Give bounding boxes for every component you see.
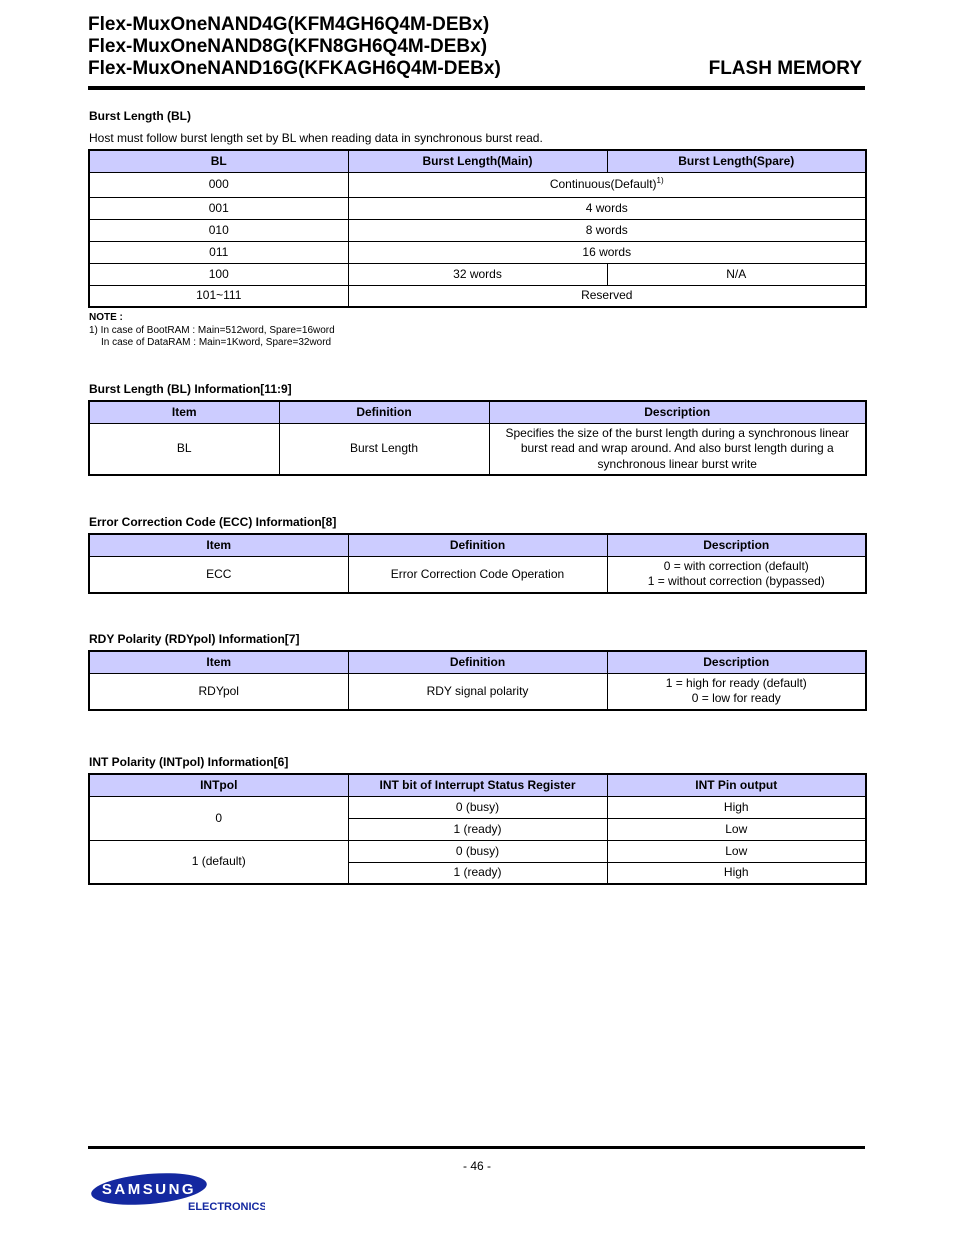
- column-header: Item: [89, 651, 348, 673]
- header-title-line-2: Flex-MuxOneNAND8G(KFN8GH6Q4M-DEBx): [88, 36, 488, 57]
- section-heading-burst-length: Burst Length (BL): [89, 109, 191, 123]
- bl-info-table: [88, 400, 867, 476]
- bl-cell: 000: [89, 172, 348, 197]
- column-header: Burst Length(Main): [348, 150, 607, 172]
- intpol-cell: 1 (default): [89, 840, 348, 884]
- section-heading-rdy-info: RDY Polarity (RDYpol) Information[7]: [89, 632, 300, 646]
- table-row: [89, 840, 866, 862]
- description-line: 1 = without correction (bypassed): [647, 574, 825, 589]
- column-header: Description: [607, 534, 866, 556]
- section-heading-int-info: INT Polarity (INTpol) Information[6]: [89, 755, 289, 769]
- int-pin-cell: High: [607, 796, 866, 818]
- burst-length-cell: 8 words: [348, 219, 866, 241]
- bl-cell: 010: [89, 219, 348, 241]
- column-header: Description: [607, 651, 866, 673]
- definition-cell: Burst Length: [279, 423, 489, 475]
- int-bit-cell: 0 (busy): [348, 796, 607, 818]
- samsung-logo-icon: [90, 1172, 265, 1214]
- description-line: 0 = low for ready: [691, 691, 781, 706]
- item-cell: RDYpol: [89, 673, 348, 710]
- table-header-row: [89, 651, 866, 673]
- table-row: [89, 219, 866, 241]
- column-header: BL: [89, 150, 348, 172]
- item-cell: ECC: [89, 556, 348, 593]
- column-header: INTpol: [89, 774, 348, 796]
- note-line: In case of DataRAM : Main=1Kword, Spare=32word: [101, 337, 332, 348]
- header-rule: [88, 86, 865, 90]
- note-line: 1) In case of BootRAM : Main=512word, Spare=16word: [89, 324, 335, 336]
- cell-value: Continuous(Default): [549, 177, 657, 191]
- rdy-info-table: [88, 650, 867, 711]
- footer-rule: [88, 1146, 865, 1149]
- header-title-line-1: Flex-MuxOneNAND4G(KFM4GH6Q4M-DEBx): [88, 14, 490, 35]
- definition-cell: RDY signal polarity: [348, 673, 607, 710]
- column-header: Definition: [348, 534, 607, 556]
- product-category: FLASH MEMORY: [708, 58, 862, 79]
- table-row: [89, 673, 866, 710]
- int-bit-cell: 1 (ready): [348, 862, 607, 884]
- table-row: [89, 172, 866, 197]
- table-row: [89, 263, 866, 285]
- table-row: [89, 197, 866, 219]
- table-row: [89, 556, 866, 593]
- section-heading-ecc-info: Error Correction Code (ECC) Information[8]: [89, 515, 337, 529]
- description-cell: [607, 673, 866, 710]
- note-block: [89, 312, 335, 350]
- burst-length-cell: [348, 172, 866, 197]
- table-row: [89, 423, 866, 475]
- intpol-cell: 0: [89, 796, 348, 840]
- description-cell: [607, 556, 866, 593]
- column-header: Burst Length(Spare): [607, 150, 866, 172]
- column-header: Item: [89, 534, 348, 556]
- description-line: 0 = with correction (default): [663, 559, 809, 574]
- burst-length-cell: 16 words: [348, 241, 866, 263]
- column-header: Definition: [348, 651, 607, 673]
- logo-brand-text: SAMSUNG: [101, 1181, 197, 1198]
- table-header-row: [89, 401, 866, 423]
- bl-cell: 001: [89, 197, 348, 219]
- header-title-line-3: Flex-MuxOneNAND16G(KFKAGH6Q4M-DEBx): [88, 58, 501, 79]
- ecc-info-table: [88, 533, 867, 594]
- table-header-row: [89, 534, 866, 556]
- description-cell: Specifies the size of the burst length during a synchronous linear burst read and wrap around. And also burst length during a synchronous linear burst write: [489, 423, 866, 475]
- page-header: [88, 14, 865, 80]
- bl-cell: 100: [89, 263, 348, 285]
- int-bit-cell: 1 (ready): [348, 818, 607, 840]
- note-title: NOTE :: [89, 312, 123, 323]
- spare-burst-length-cell: N/A: [607, 263, 866, 285]
- int-pin-cell: Low: [607, 840, 866, 862]
- item-cell: BL: [89, 423, 279, 475]
- column-header: Item: [89, 401, 279, 423]
- column-header: Definition: [279, 401, 489, 423]
- int-bit-cell: 0 (busy): [348, 840, 607, 862]
- table-header-row: [89, 150, 866, 172]
- definition-cell: Error Correction Code Operation: [348, 556, 607, 593]
- int-pin-cell: Low: [607, 818, 866, 840]
- bl-cell: 011: [89, 241, 348, 263]
- int-pin-cell: High: [607, 862, 866, 884]
- burst-length-table: [88, 149, 867, 308]
- column-header: INT bit of Interrupt Status Register: [348, 774, 607, 796]
- bl-cell: 101~111: [89, 285, 348, 307]
- burst-length-intro: Host must follow burst length set by BL when reading data in synchronous burst read.: [89, 131, 543, 145]
- table-row: [89, 796, 866, 818]
- int-info-table: [88, 773, 867, 885]
- description-line: 1 = high for ready (default): [665, 676, 807, 691]
- table-header-row: [89, 774, 866, 796]
- page-number: - 46 -: [462, 1159, 491, 1173]
- footnote-ref: 1): [656, 176, 664, 185]
- burst-length-cell: Reserved: [348, 285, 866, 307]
- column-header: Description: [489, 401, 866, 423]
- table-row: [89, 285, 866, 307]
- main-burst-length-cell: 32 words: [348, 263, 607, 285]
- logo-sub-text: ELECTRONICS: [188, 1201, 265, 1213]
- table-row: [89, 241, 866, 263]
- column-header: INT Pin output: [607, 774, 866, 796]
- section-heading-bl-info: Burst Length (BL) Information[11:9]: [89, 382, 292, 396]
- burst-length-cell: 4 words: [348, 197, 866, 219]
- samsung-logo: [90, 1172, 265, 1219]
